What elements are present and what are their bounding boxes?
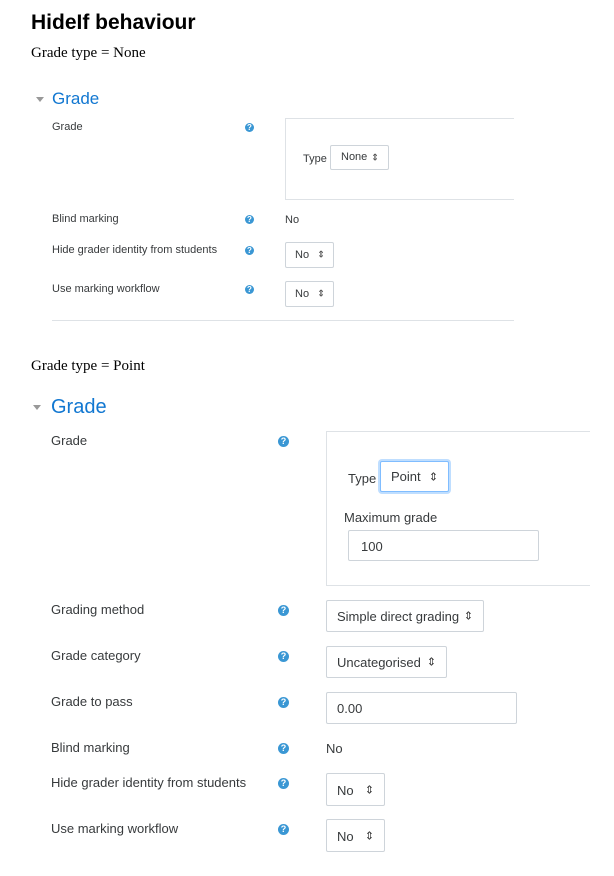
marking-workflow-label: Use marking workflow <box>52 283 160 295</box>
hide-grader-label: Hide grader identity from students <box>51 775 247 790</box>
help-icon[interactable]: ? <box>278 651 289 662</box>
grade-label: Grade <box>52 121 83 133</box>
select-arrow-icon: ⇕ <box>428 471 438 483</box>
select-arrow-icon: ⇕ <box>463 610 473 623</box>
grade-category-label: Grade category <box>51 648 141 663</box>
marking-workflow-select[interactable]: No ⇕ <box>326 819 385 852</box>
section2-legend[interactable]: Grade <box>51 396 107 418</box>
select-arrow-icon: ⇕ <box>371 152 379 162</box>
help-icon[interactable]: ? <box>245 215 254 224</box>
help-icon[interactable]: ? <box>278 697 289 708</box>
help-icon[interactable]: ? <box>278 778 289 789</box>
maximum-grade-input[interactable]: 100 <box>348 530 539 561</box>
marking-workflow-label: Use marking workflow <box>51 821 179 836</box>
help-icon[interactable]: ? <box>245 123 254 132</box>
section1-caption: Grade type = None <box>31 45 146 61</box>
blind-marking-value: No <box>326 741 343 756</box>
type-select[interactable]: None ⇕ <box>330 145 389 170</box>
section2-caption: Grade type = Point <box>31 358 145 374</box>
maximum-grade-label: Maximum grade <box>344 510 438 525</box>
grade-to-pass-label: Grade to pass <box>51 694 133 709</box>
hide-grader-label: Hide grader identity from students <box>52 244 218 256</box>
type-label: Type <box>348 471 377 486</box>
help-icon[interactable]: ? <box>278 436 289 447</box>
select-arrow-icon: ⇕ <box>364 784 374 796</box>
grade-category-select[interactable]: Uncategorised ⇕ <box>326 646 447 678</box>
grade-label: Grade <box>51 433 88 448</box>
grade-fieldset <box>326 431 590 586</box>
select-arrow-icon: ⇕ <box>426 656 436 669</box>
help-icon[interactable]: ? <box>278 743 289 754</box>
page-title: HideIf behaviour <box>31 11 196 34</box>
collapse-icon[interactable] <box>36 97 44 102</box>
select-arrow-icon: ⇕ <box>317 249 325 260</box>
type-select[interactable]: Point ⇕ <box>380 461 449 492</box>
marking-workflow-select[interactable]: No ⇕ <box>285 281 334 307</box>
hide-grader-select[interactable]: No ⇕ <box>326 773 385 806</box>
blind-marking-label: Blind marking <box>51 740 130 755</box>
help-icon[interactable]: ? <box>245 285 254 294</box>
help-icon[interactable]: ? <box>245 246 254 255</box>
blind-marking-label: Blind marking <box>52 213 119 225</box>
select-arrow-icon: ⇕ <box>364 830 374 842</box>
help-icon[interactable]: ? <box>278 605 289 616</box>
type-label: Type <box>303 153 327 165</box>
collapse-icon[interactable] <box>33 405 41 410</box>
help-icon[interactable]: ? <box>278 824 289 835</box>
grade-to-pass-input[interactable]: 0.00 <box>326 692 517 724</box>
hide-grader-select[interactable]: No ⇕ <box>285 242 334 268</box>
grading-method-label: Grading method <box>51 602 145 617</box>
section1-legend[interactable]: Grade <box>52 89 100 108</box>
select-arrow-icon: ⇕ <box>317 288 325 299</box>
blind-marking-value: No <box>285 214 300 226</box>
section-divider <box>52 320 514 321</box>
grading-method-select[interactable]: Simple direct grading ⇕ <box>326 600 484 632</box>
